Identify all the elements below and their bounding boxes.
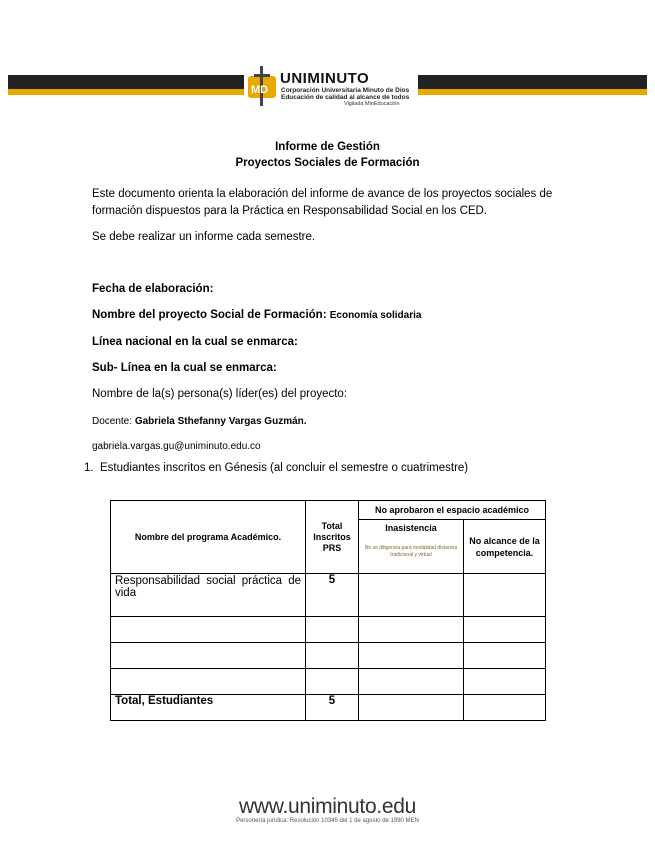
total-label: Total, Estudiantes — [111, 695, 306, 721]
total-no-alcance — [464, 695, 546, 721]
cell-total — [306, 617, 359, 643]
table-row — [111, 643, 546, 669]
fecha-label: Fecha de elaboración: — [92, 283, 214, 295]
uniminuto-logo — [246, 66, 418, 110]
header-band-right — [418, 75, 647, 95]
header-program: Nombre del programa Académico. — [111, 501, 306, 574]
document-subtitle: Proyectos Sociales de Formación — [235, 157, 420, 169]
brand-name: UNIMINUTO — [280, 70, 370, 87]
table-row — [111, 617, 546, 643]
proyecto-label: Nombre del proyecto Social de Formación: — [92, 309, 327, 321]
cell-inasistencia — [359, 574, 464, 617]
docente-label: Docente: — [92, 416, 133, 427]
header-total: Total Inscritos PRS — [306, 501, 359, 574]
total-inasistencia — [359, 695, 464, 721]
table-row — [111, 669, 546, 695]
cell-total — [306, 643, 359, 669]
inasistencia-note: No se diligencia para modalidad distancia tradicional y virtual — [364, 545, 458, 558]
table-total-row — [111, 695, 546, 721]
docente-field — [92, 413, 307, 430]
brand-line-2: Educación de calidad al alcance de todos — [281, 94, 410, 101]
brand-line-3: Vigilada MinEducación — [344, 101, 400, 107]
inasistencia-label: Inasistencia — [385, 523, 437, 533]
frequency-paragraph: Se debe realizar un informe cada semestre. — [92, 231, 316, 243]
students-table — [110, 500, 546, 721]
header-band-left — [8, 75, 244, 95]
proyecto-value: Economía solidaria — [329, 310, 422, 321]
cell-no-alcance — [464, 617, 546, 643]
footer-resolution: Personería jurídica: Resolución 10345 del 1 de agosto de 1990 MEN — [236, 818, 419, 824]
docente-email: gabriela.vargas.gu@uniminuto.edu.co — [92, 441, 261, 452]
lideres-label: Nombre de la(s) persona(s) líder(es) del proyecto: — [92, 388, 348, 400]
cell-inasistencia — [359, 617, 464, 643]
section-number: 1. — [84, 462, 94, 474]
cell-program — [111, 643, 306, 669]
section-label: Estudiantes inscritos en Génesis (al concluir el semestre o cuatrimestre) — [99, 462, 469, 474]
document-title: Informe de Gestión — [275, 141, 380, 153]
proyecto-field — [92, 307, 421, 324]
intro-paragraph: Este documento orienta la elaboración del informe de avance de los proyectos sociales de formación dispuestos para la Práctica en Responsabilidad Social en los CED. — [92, 188, 553, 217]
linea-label: Línea nacional en la cual se enmarca: — [92, 336, 298, 348]
header-inasistencia — [359, 520, 464, 574]
docente-value: Gabriela Sthefanny Vargas Guzmán. — [134, 416, 307, 427]
logo-initials: MD — [251, 84, 269, 96]
cell-no-alcance — [464, 643, 546, 669]
cell-program — [111, 617, 306, 643]
footer-url: www.uniminuto.edu — [239, 795, 416, 818]
header-no-alcance: No alcance de la competencia. — [464, 520, 546, 574]
cell-inasistencia — [359, 643, 464, 669]
header-no-aprobaron: No aprobaron el espacio académico — [359, 501, 546, 520]
cell-total: 5 — [306, 574, 359, 617]
cell-no-alcance — [464, 669, 546, 695]
total-value: 5 — [306, 695, 359, 721]
cell-inasistencia — [359, 669, 464, 695]
cell-no-alcance — [464, 574, 546, 617]
cell-program — [111, 669, 306, 695]
brand-line-1: Corporación Universitaria Minuto de Dios — [281, 87, 410, 94]
cell-program: Responsabilidad social práctica de vida — [111, 574, 306, 617]
table-row — [111, 574, 546, 617]
cell-total — [306, 669, 359, 695]
logo-mark-icon — [248, 66, 278, 106]
sublinea-label: Sub- Línea en la cual se enmarca: — [92, 362, 277, 374]
section-heading — [84, 462, 468, 474]
